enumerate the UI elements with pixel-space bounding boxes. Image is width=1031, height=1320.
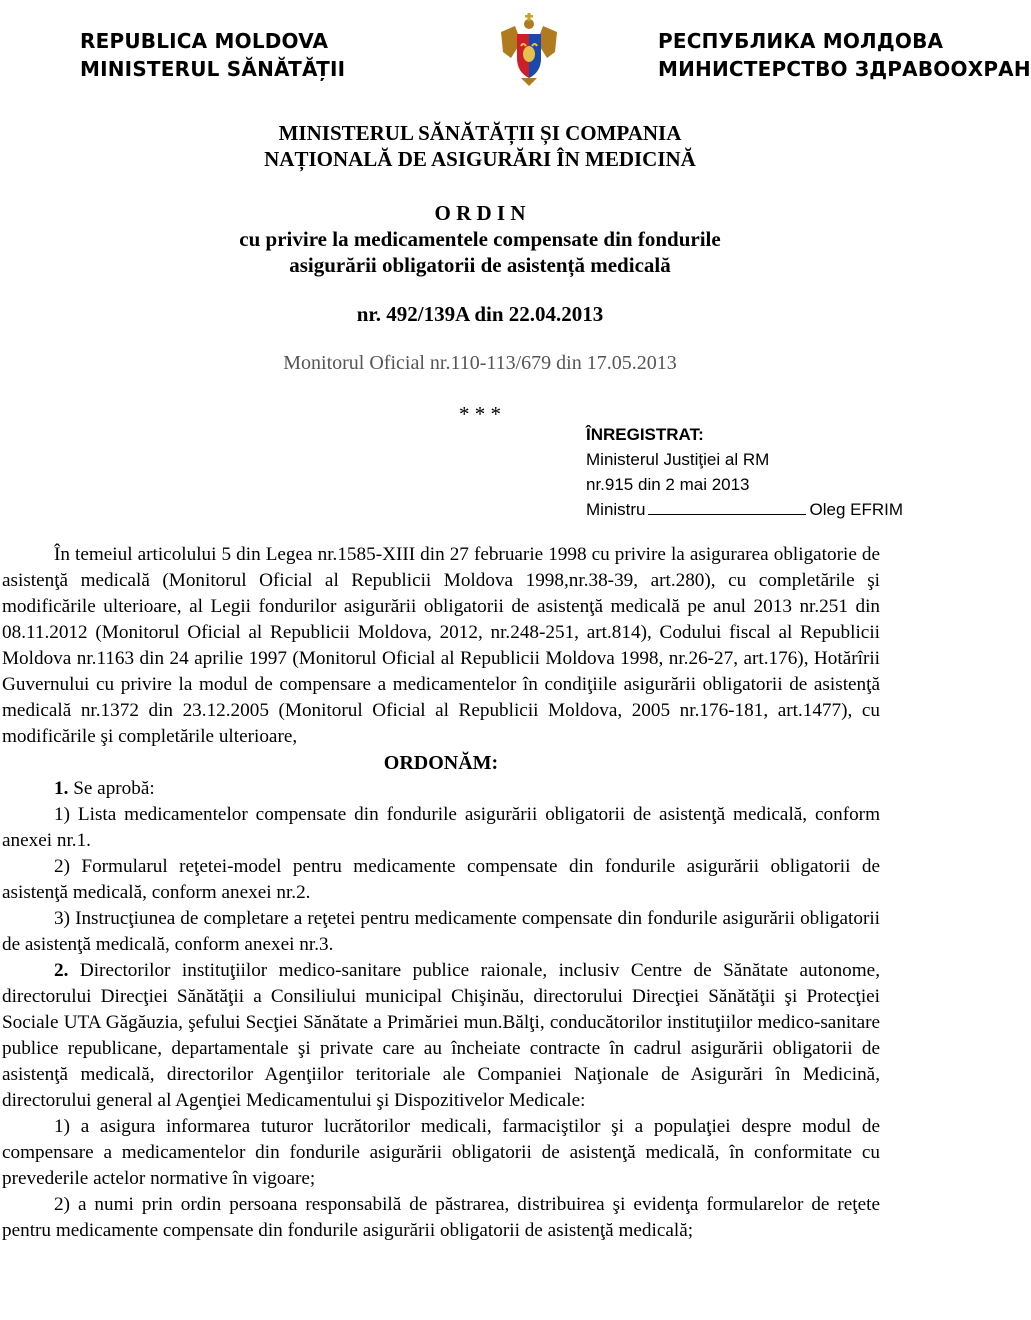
letterhead-ministry-ru: МИНИСТЕРСТВО ЗДРАВООХРАН (658, 57, 1031, 81)
publication-reference: Monitorul Oficial nr.110-113/679 din 17.05.2013 (283, 352, 677, 374)
letterhead-left (80, 27, 345, 83)
coat-of-arms-icon (497, 12, 561, 88)
registration-title: ÎNREGISTRAT: (586, 425, 704, 444)
signature-line (648, 500, 806, 515)
point-2-number: 2. (54, 960, 69, 981)
point-1 (2, 776, 880, 802)
point-1-3: 3) Instrucţiunea de completare a reţetei pentru medicamente compensate din fondurile asigurării obligatorii de asistenţă medicală, conform anexei nr.3. (2, 908, 880, 955)
minister-label: Ministru (586, 500, 646, 519)
order-label: O R D I N (434, 201, 526, 225)
order-heading (0, 200, 960, 278)
preamble-paragraph: În temeiul articolului 5 din Legea nr.1585-XIII din 27 februarie 1998 cu privire la asigurarea obligatorie de asistenţă medicală (Monitorul Oficial al Republicii Moldova 1998,nr.38-39, art.280), cu completările şi modificările ulterioare, al Legii fondurilor asigurării obligatorii de asistenţă medicală pe anul 2013 nr.251 din 08.11.2012 (Monitorul Oficial al Republicii Moldova, 2012, nr.248-251, art.814), Codului fiscal al Republicii Moldova nr.1163 din 24 aprilie 1997 (Monitorul Oficial al Republicii Moldova 1998, nr.26-27, art.176), Hotărîrii Guvernului cu privire la modul de compensare a medicamentelor în condiţiile asigurării obligatorii de asistenţă medicală nr.1372 din 23.12.2005 (Monitorul Oficial al Republicii Moldova, 2005 nr.176-181, art.1477), cu modificările şi completările ulterioare, (2, 544, 880, 747)
point-1-text: Se aprobă: (68, 778, 155, 799)
issuer-title (0, 120, 960, 172)
letterhead-right (658, 27, 1031, 83)
point-2-text: Directorilor instituţiilor medico-sanitare publice raionale, inclusiv Centre de Sănătate autonome, directorului Direcţiei Sănătăţii a Consiliului municipal Chişinău, directorului Direcţiei Sănătăţii şi Protecţiei Sociale UTA Găgăuzia, şefului Secţiei Sănătate a Primăriei mun.Bălţi, conducătorilor instituţiilor medico-sanitare publice republicane, departamentale şi private care au încheiate contracte în cadrul asigurării obligatorii de asistenţă medicală, directorilor Agenţiilor teritoriale ale Companiei Naţionale de Asigurări în Medicină, directorului general al Agenţiei Medicamentului şi Dispozitivelor Medicale: (2, 960, 880, 1111)
document-body (2, 542, 880, 1244)
issuer-line-1: MINISTERUL SĂNĂTĂȚII ȘI COMPANIA (278, 121, 682, 145)
letterhead (0, 0, 1031, 92)
point-2-2: 2) a numi prin ordin persoana responsabilă de păstrarea, distribuirea şi evidenţa formularelor de reţete pentru medicamente compensate din fondurile asigurării obligatorii de asistenţă medicală; (2, 1194, 880, 1241)
point-1-2: 2) Formularul reţetei-model pentru medicamente compensate din fondurile asigurării obligatorii de asistenţă medicală, conform anexei nr.2. (2, 856, 880, 903)
registration-signature (586, 497, 903, 522)
registration-number: nr.915 din 2 mai 2013 (586, 475, 750, 494)
registration-ministry: Ministerul Justiţiei al RM (586, 450, 770, 469)
separator-stars: * * * (459, 402, 501, 426)
minister-name: Oleg EFRIM (809, 500, 904, 519)
letterhead-country-ro: REPUBLICA MOLDOVA (80, 29, 329, 53)
letterhead-country-ru: РЕСПУБЛИКА МОЛДОВА (658, 29, 944, 53)
point-1-1: 1) Lista medicamentelor compensate din fondurile asigurării obligatorii de asistenţă medicală, conform anexei nr.1. (2, 804, 880, 851)
order-number: nr. 492/139A din 22.04.2013 (356, 302, 604, 326)
ordonam-heading: ORDONĂM: (383, 752, 499, 774)
point-2 (2, 958, 880, 1114)
point-2-1: 1) a asigura informarea tuturor lucrătorilor medicali, farmaciştilor şi a populaţiei despre modul de compensare a medicamentelor din fondurile asigurării obligatorii de asistenţă medicală, în conformitate cu prevederile actelor normative în vigoare; (2, 1116, 880, 1189)
order-subject-line-2: asigurării obligatorii de asistență medicală (289, 253, 671, 277)
issuer-line-2: NAȚIONALĂ DE ASIGURĂRI ÎN MEDICINĂ (264, 147, 696, 171)
point-1-number: 1. (54, 778, 69, 799)
order-subject-line-1: cu privire la medicamentele compensate din fondurile (239, 227, 721, 251)
letterhead-ministry-ro: MINISTERUL SĂNĂTĂȚII (80, 57, 346, 81)
registration-block (586, 422, 903, 522)
